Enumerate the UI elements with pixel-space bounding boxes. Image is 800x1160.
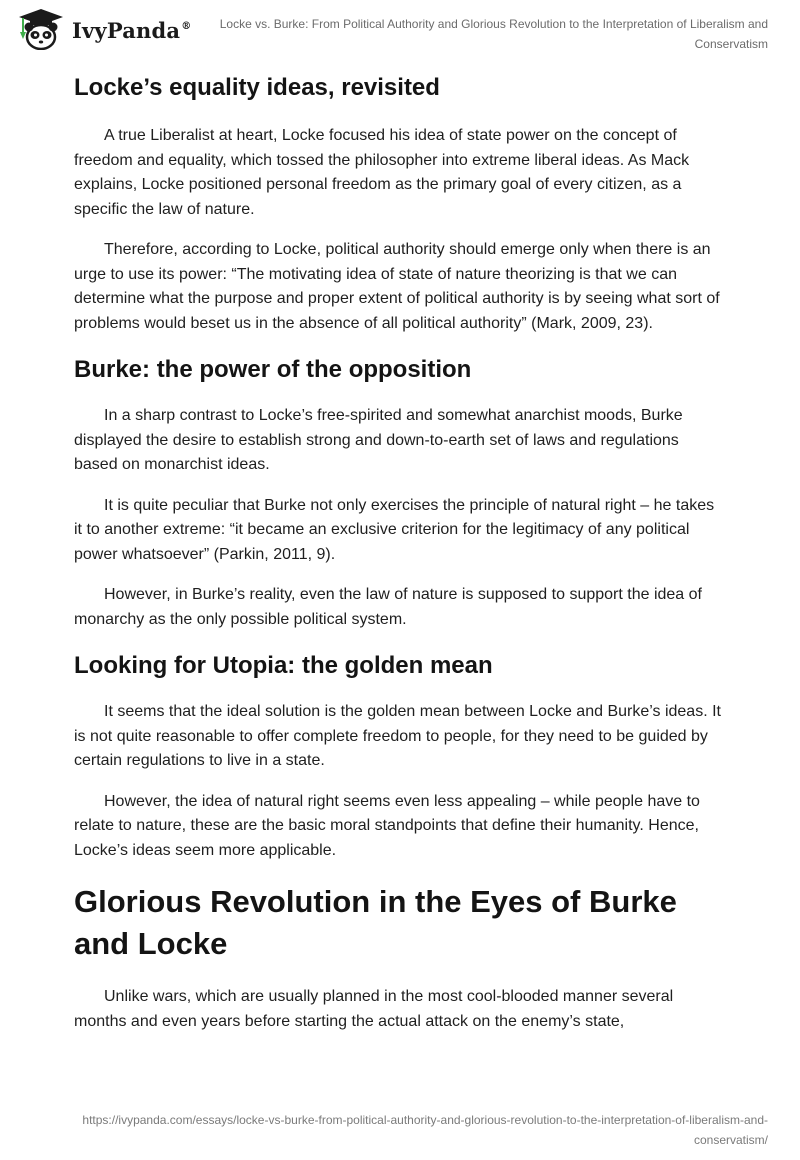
paragraph: It seems that the ideal solution is the golden mean between Locke and Burke’s ideas. It is not quite reasonable to offer complete freedom to people, for they need to be guided by certain regulations to live in a state. [74, 703, 721, 769]
ivypanda-logo[interactable] [16, 8, 191, 50]
section-heading: Burke: the power of the opposition [74, 356, 472, 383]
source-url[interactable]: https://ivypanda.com/essays/locke-vs-burke-from-political-authority-and-glorious-revolution-to-the-interpretation-of-liberalism-and-conservatism/ [82, 1113, 768, 1147]
paragraph: It is quite peculiar that Burke not only exercises the principle of natural right – he takes it to another extreme: “it became an exclusive criterion for the legitimacy of any political power whatsoever” (Parkin, 2011, 9). [74, 496, 715, 563]
paragraph: However, in Burke’s reality, even the law of nature is supposed to support the idea of monarchy as the only possible political system. [74, 586, 702, 628]
chapter-heading: Glorious Revolution in the Eyes of Burke and Locke [74, 884, 677, 961]
document-title: Locke vs. Burke: From Political Authority and Glorious Revolution to the Interpretation of Liberalism and Conservatism [219, 17, 768, 51]
section-heading: Looking for Utopia: the golden mean [74, 652, 493, 679]
paragraph: Unlike wars, which are usually planned in the most cool-blooded manner several months and even years before starting the actual attack on the enemy’s state, [74, 988, 674, 1030]
paragraph: A true Liberalist at heart, Locke focused his idea of state power on the concept of freedom and equality, which tossed the philosopher into extreme liberal ideas. As Mack explains, Locke positioned personal freedom as the primary goal of every citizen, as a specific the law of nature. [74, 127, 690, 218]
section-heading: Locke’s equality ideas, revisited [74, 74, 440, 101]
panda-graduate-icon [16, 8, 66, 50]
paragraph: Therefore, according to Locke, political authority should emerge only when there is an urge to use its power: “The motivating idea of state of nature theorizing is that we can determine what the purpose and proper extent of political authority is by seeing what sort of problems would beset us in the absence of all political authority” (Mark, 2009, 23). [74, 241, 720, 332]
article-body [74, 70, 726, 1034]
page-header [0, 0, 800, 60]
paragraph: However, the idea of natural right seems even less appealing – while people have to relate to nature, these are the basic moral standpoints that define their humanity. Hence, Locke’s ideas seem more applicable. [74, 792, 700, 859]
paragraph: In a sharp contrast to Locke’s free-spirited and somewhat anarchist moods, Burke displayed the desire to establish strong and down-to-earth set of laws and regulations based on monarchist ideas. [74, 407, 683, 473]
brand-name: IvyPanda® [72, 17, 192, 43]
